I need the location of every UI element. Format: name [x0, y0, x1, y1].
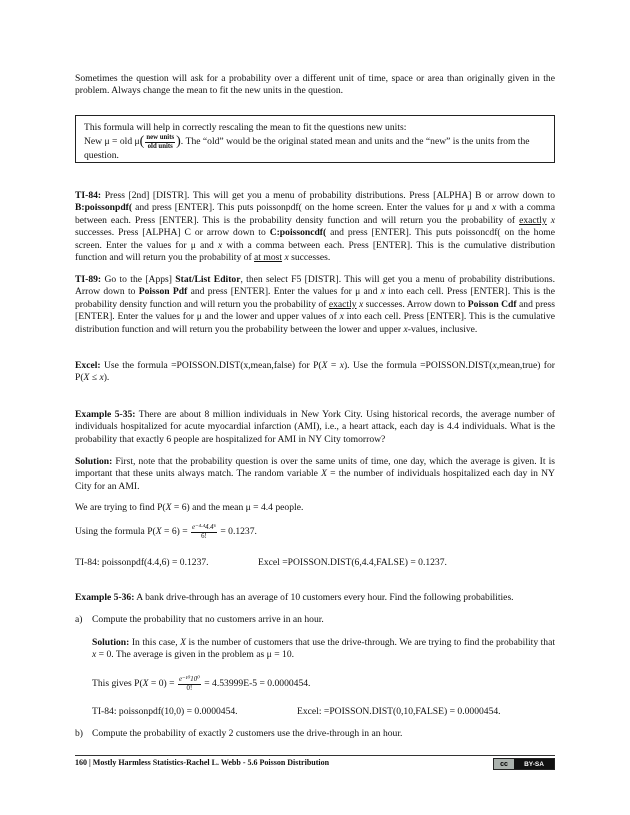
ti84-paragraph: TI-84: Press [2nd] [DISTR]. This will get you a menu of probability distributions. Press [ALPHA] B or arrow down to B:poissonpdf( and press [ENTER]. This puts poissonpdf( on the home screen. Enter the values for μ and x with a comma between each. Press [ENTER]. This is the probability density function and will return you the probability of exactly x successes. Press [ALPHA] C or arrow down to C:poissoncdf( and press [ENTER]. This puts poissoncdf( on the home screen. Enter the values for μ and x with a comma between each. Press [ENTER]. This is the cumulative distribution function and will return you the probability of at most x successes.	[75, 190, 556, 264]
example-535-ti84: TI-84: poissonpdf(4.4,6) = 0.1237.	[75, 557, 209, 568]
ti89-label: TI-89:	[75, 274, 102, 285]
example-535-excel: Excel =POISSON.DIST(6,4.4,FALSE) = 0.1237.	[258, 557, 447, 568]
solution-label: Solution:	[75, 456, 113, 467]
example-536-label: Example 5-36:	[75, 592, 135, 603]
part-b-text: Compute the probability of exactly 2 customers use the drive-through in an hour.	[92, 728, 403, 739]
example-535-target: We are trying to find P(X = 6) and the mean μ = 4.4 people.	[75, 502, 304, 513]
example-535-label: Example 5-35:	[75, 409, 136, 420]
example-536-ti84: TI-84: poissonpdf(10,0) = 0.0000454.	[92, 706, 238, 717]
example-535-solution: Solution: First, note that the probability question is over the same units of time, one day, which the average is given. It is important that these units always match. The random variable X = the number of individuals hospitalized each day in NY City for an AMI.	[75, 456, 555, 492]
page-footer: 160 | Mostly Harmless Statistics-Rachel L. Webb - 5.6 Poisson Distribution	[75, 758, 330, 767]
fraction-denominator: old units	[147, 142, 173, 150]
part-a-text: Compute the probability that no customers arrive in an hour.	[92, 614, 324, 625]
by-sa-icon: BY-SA	[514, 759, 554, 769]
example-535-formula: Using the formula P(X = 6) = $\frac{\text{e⁻⁴·⁴4.4⁶}}{6!}$ = 0.1237.	[75, 524, 257, 540]
poisson-fraction-536: $\frac{\text{e⁻¹⁰10⁰}}{0!}$	[178, 676, 200, 692]
excel-label: Excel:	[75, 360, 101, 371]
box-explanation: . The “old” would be the original stated mean and units and the “new” is the units from the question.	[84, 136, 530, 162]
example-536-paragraph: Example 5-36: A bank drive-through has an average of 10 customers every hour. Find the following probabilities.	[75, 592, 514, 603]
box-line-2: New μ = old μ( $\frac{\text{new units}}{\text{old units}}$ ). The “old” would be the original stated mean and units and the “new” is the units from the question.	[84, 134, 530, 162]
example-535-paragraph: Example 5-35: There are about 8 million individuals in New York City. Using historical records, the average number of individuals hospitalized for acute myocardial infarction (AMI), i.e., a heart attack, each day is 4.4 individuals. What is the probability that exactly 6 people are hospitalized for AMI in NY City tomorrow?	[75, 409, 555, 445]
formula-box	[75, 115, 555, 163]
example-536-solution: Solution: In this case, X is the number of customers that use the drive-through. We are trying to find the probability that x = 0. The average is given in the problem as μ = 10.	[92, 637, 555, 661]
part-b-marker: b)	[75, 728, 83, 739]
box-line-1: This formula will help in correctly rescaling the mean to fit the questions new units:	[84, 122, 407, 133]
example-536-excel: Excel: =POISSON.DIST(0,10,FALSE) = 0.0000454.	[297, 706, 501, 717]
solution-label: Solution:	[92, 637, 130, 648]
new-mu-text: New μ = old μ	[84, 136, 140, 148]
excel-paragraph: Excel: Use the formula =POISSON.DIST(x,mean,false) for P(X = x). Use the formula =POISSON.DIST(x,mean,true) for P(X ≤ x).	[75, 360, 555, 384]
intro-paragraph: Sometimes the question will ask for a probability over a different unit of time, space or area than originally given in the problem. Always change the mean to fit the new units in the question.	[75, 73, 555, 97]
ti89-paragraph: TI-89: Go to the [Apps] Stat/List Editor, then select F5 [DISTR]. This will get you a menu of probability distributions. Arrow down to Poisson Pdf and press [ENTER]. Enter the values for μ and x into each cell. Press [ENTER]. This is the probability density function and will return you the probability of exactly x successes. Arrow down to Poisson Cdf and press [ENTER]. Enter the values for μ and the lower and upper values of x into each cell. Press [ENTER]. This is the cumulative distribution function and will return you the probability between the lower and upper x-values, inclusive.	[75, 274, 556, 335]
poisson-fraction-535: $\frac{\text{e⁻⁴·⁴4.4⁶}}{6!}$	[192, 524, 216, 540]
cc-by-sa-license-icon	[493, 758, 555, 770]
units-fraction	[145, 134, 175, 150]
example-536-formula: This gives P(X = 0) = $\frac{\text{e⁻¹⁰10⁰}}{0!}$ = 4.53999E-5 = 0.0000454.	[92, 676, 311, 692]
part-a-marker: a)	[75, 614, 83, 625]
footer-rule	[75, 755, 555, 756]
fraction-numerator: new units	[146, 134, 175, 142]
ti84-label: TI-84:	[75, 190, 102, 201]
cc-icon: cc	[494, 759, 514, 769]
